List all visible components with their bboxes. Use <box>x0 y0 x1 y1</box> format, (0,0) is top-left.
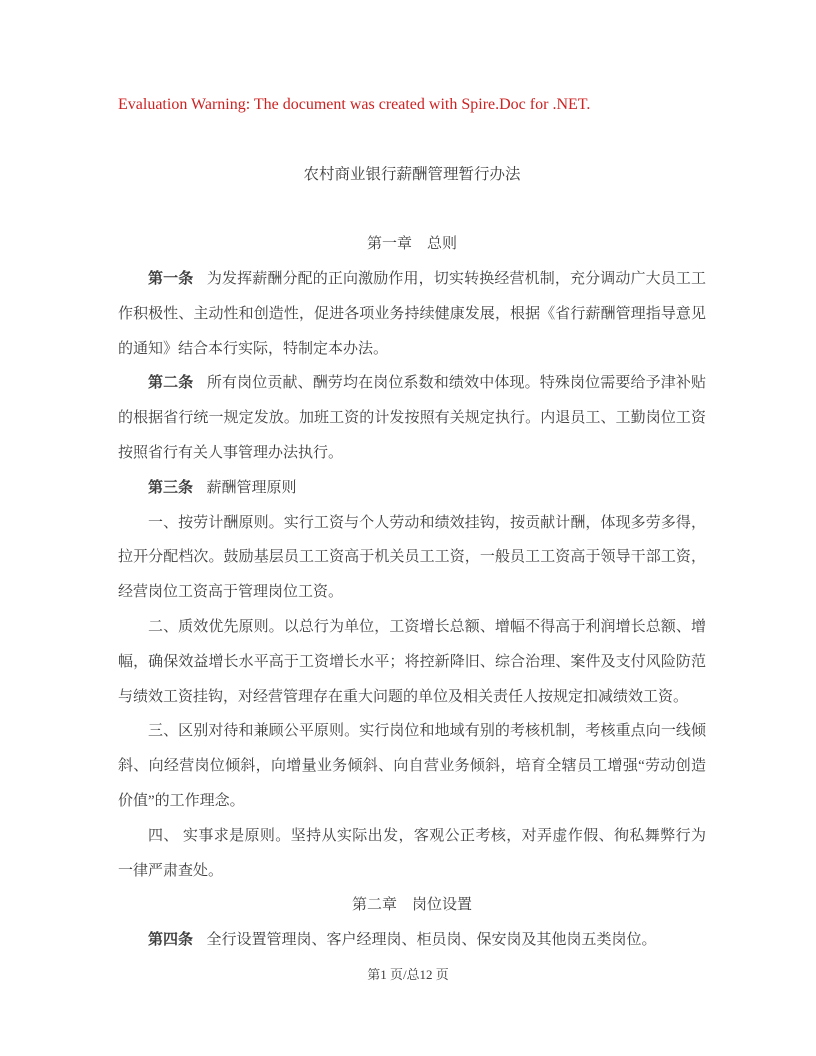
chapter-1-heading: 第一章 总则 <box>366 236 457 253</box>
page-number: 第1 页/总12 页 <box>367 967 449 982</box>
article-1-paragraph <box>118 262 706 366</box>
principle-1-paragraph: 一、按劳计酬原则。实行工资与个人劳动和绩效挂钩，按贡献计酬，体现多劳多得，拉开分配档次。鼓励基层员工工资高于机关员工工资，一般员工工资高于领导干部工资，经营岗位工资高于管理岗位工资。 <box>118 514 706 601</box>
article-3-paragraph <box>118 471 706 506</box>
article-2-text: 所有岗位贡献、酬劳均在岗位系数和绩效中体现。特殊岗位需要给予津补贴的根据省行统一规定发放。加班工资的计发按照有关规定执行。内退员工、工勤岗位工资按照省行有关人事管理办法执行。 <box>118 375 706 461</box>
page-footer <box>0 965 816 985</box>
principle-2-paragraph: 二、质效优先原则。以总行为单位，工资增长总额、增幅不得高于利润增长总额、增幅，确保效益增长水平高于工资增长水平；将控新降旧、综合治理、案件及支付风险防范与绩效工资挂钩，对经营管理存在重大问题的单位及相关责任人按规定扣减绩效工资。 <box>118 618 706 705</box>
article-4-number: 第四条 <box>148 932 194 949</box>
article-1-text: 为发挥薪酬分配的正向激励作用，切实转换经营机制，充分调动广大员工工作积极性、主动性和创造性，促进各项业务持续健康发展，根据《省行薪酬管理指导意见的通知》结合本行实际，特制定本办法。 <box>118 270 706 357</box>
article-3-number: 第三条 <box>148 479 194 496</box>
article-2-number: 第二条 <box>148 375 194 392</box>
article-4-text: 全行设置管理岗、客户经理岗、柜员岗、保安岗及其他岗五类岗位。 <box>206 932 657 949</box>
article-1-number: 第一条 <box>148 270 194 287</box>
article-2-paragraph <box>118 366 706 470</box>
chapter-2-heading: 第二章 岗位设置 <box>351 897 472 914</box>
document-title: 农村商业银行薪酬管理暂行办法 <box>303 165 521 183</box>
article-3-text: 薪酬管理原则 <box>206 479 297 496</box>
principle-3-paragraph: 三、区别对待和兼顾公平原则。实行岗位和地域有别的考核机制，考核重点向一线倾斜、向经营岗位倾斜，向增量业务倾斜、向自营业务倾斜，培育全辖员工增强“劳动创造价值”的工作理念。 <box>118 723 706 809</box>
evaluation-watermark: Evaluation Warning: The document was created with Spire.Doc for .NET. <box>118 96 591 113</box>
article-4-paragraph <box>118 923 706 958</box>
principle-4-paragraph: 四、 实事求是原则。坚持从实际出发，客观公正考核，对弄虚作假、徇私舞弊行为一律严肃查处。 <box>118 827 706 879</box>
page-content <box>118 88 706 958</box>
